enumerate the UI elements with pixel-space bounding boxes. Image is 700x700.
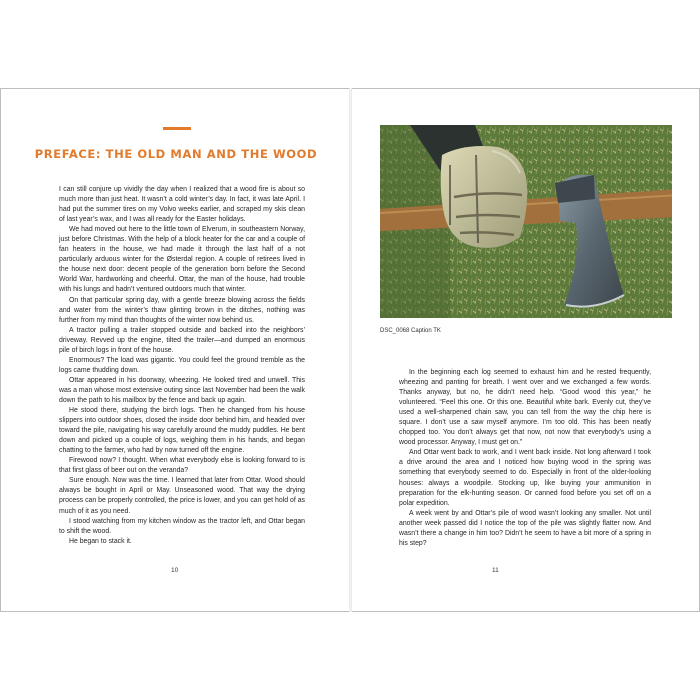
paragraph: He began to stack it. <box>69 537 132 545</box>
paragraph: We had moved out here to the little town of Elverum, in southeastern Norway, just before Christmas. With the help of a block heater for the car and a couple of fan heaters in the house, we had made it through the last half of a not particularly arduous winter for the Østerdal region. A couple of retirees lived in the house next door: decent people of the generation born before the Second World War, hardworking and cheerful. Ottar, the man of the house, had trouble with his lungs and hadn’t ventured outdoors much that winter. <box>59 226 305 294</box>
paragraph: I stood watching from my kitchen window as the tractor left, and Ottar began to shift the wood. <box>59 517 305 535</box>
paragraph: A week went by and Ottar’s pile of wood wasn’t looking any smaller. Not until another week passed did I notice the top of the pile was slightly flatter now. And wasn’t there a change in him too? Didn’t he seem to have a bit more of a spring in his step? <box>399 509 651 547</box>
left-page <box>0 88 350 612</box>
left-body-text <box>59 185 305 547</box>
photo-illustration <box>380 125 672 318</box>
paragraph: Ottar appeared in his doorway, wheezing. He looked tired and unwell. This was a man whose most extensive outing since last November had been the walk down the path to his mailbox by the fence and back up again. <box>59 376 305 404</box>
paragraph: A tractor pulling a trailer stopped outside and backed into the neighbors’ driveway. Revved up the engine, tilted the trailer—and dumped an enormous pile of birch logs in front of the house. <box>59 326 305 354</box>
photo-caption: DSC_0068 Caption TK <box>380 328 441 334</box>
title-rule <box>163 127 191 130</box>
right-body-text <box>399 368 651 549</box>
chapter-title: PREFACE: THE OLD MAN AND THE WOOD <box>34 147 318 161</box>
page-number-left: 10 <box>171 567 179 574</box>
axe-photo <box>380 125 672 318</box>
page-number-right: 11 <box>492 567 499 574</box>
paragraph: In the beginning each log seemed to exhaust him and he rested frequently, wheezing and panting for breath. I went over and we exchanged a few words. Thanks anyway, but no, he didn’t need help. “Good wood this year,” he volunteered. “Feel this one. Or this one. Beautiful white bark. Evenly cut, they’ve used a well-sharpened chain saw, you can tell from the way the chip here is square. I don’t use a saw myself anymore. I’m too old. This has been neatly chopped too. You don’t always get that now, not now that everybody’s using a wood processor. Anyway, I must get on.” <box>399 369 651 447</box>
paragraph: On that particular spring day, with a gentle breeze blowing across the fields and water from the winter’s thaw glinting brown in the ditches, nothing was further from my mind than thoughts of the winter now behind us. <box>59 296 305 324</box>
paragraph: Enormous? The load was gigantic. You could feel the ground tremble as the logs came thudding down. <box>59 356 305 374</box>
book-gutter <box>349 88 352 612</box>
paragraph: He stood there, studying the birch logs. Then he changed from his house slippers into outdoor shoes, closed the inside door behind him, and headed over toward the pile, navigating his way carefully around the muddy puddles. He bent down and picked up a couple of logs, weighing them in his hands, and began chatting to the farmer, who had by now turned off the engine. <box>59 407 305 455</box>
paragraph: And Ottar went back to work, and I went back inside. Not long afterward I took a drive around the area and I noticed how buying wood in the spring was something that everybody seemed to do. Especially in front of the older-looking houses: always a woodpile. Stocking up, like buying your ammunition in preparation for the elk-hunting season. Or canned food before you set off on a polar expedition. <box>399 449 651 507</box>
right-page <box>351 88 700 612</box>
paragraph: Sure enough. Now was the time. I learned that later from Ottar. Wood should always be bought in April or May. Unseasoned wood. That way the drying process can be properly controlled, the price is lower, and you can get hold of as much of it as you need. <box>59 477 305 515</box>
paragraph: Firewood now? I thought. When what everybody else is looking forward to is that first glass of beer out on the veranda? <box>59 457 305 475</box>
paragraph: I can still conjure up vividly the day when I realized that a wood fire is about so much more than just heat. It wasn’t a cold winter’s day. In fact, it was late April. I had put the summer tires on my Volvo weeks earlier, and scraped my skis clean of last year’s wax, and I was all ready for the Easter holidays. <box>59 186 305 224</box>
